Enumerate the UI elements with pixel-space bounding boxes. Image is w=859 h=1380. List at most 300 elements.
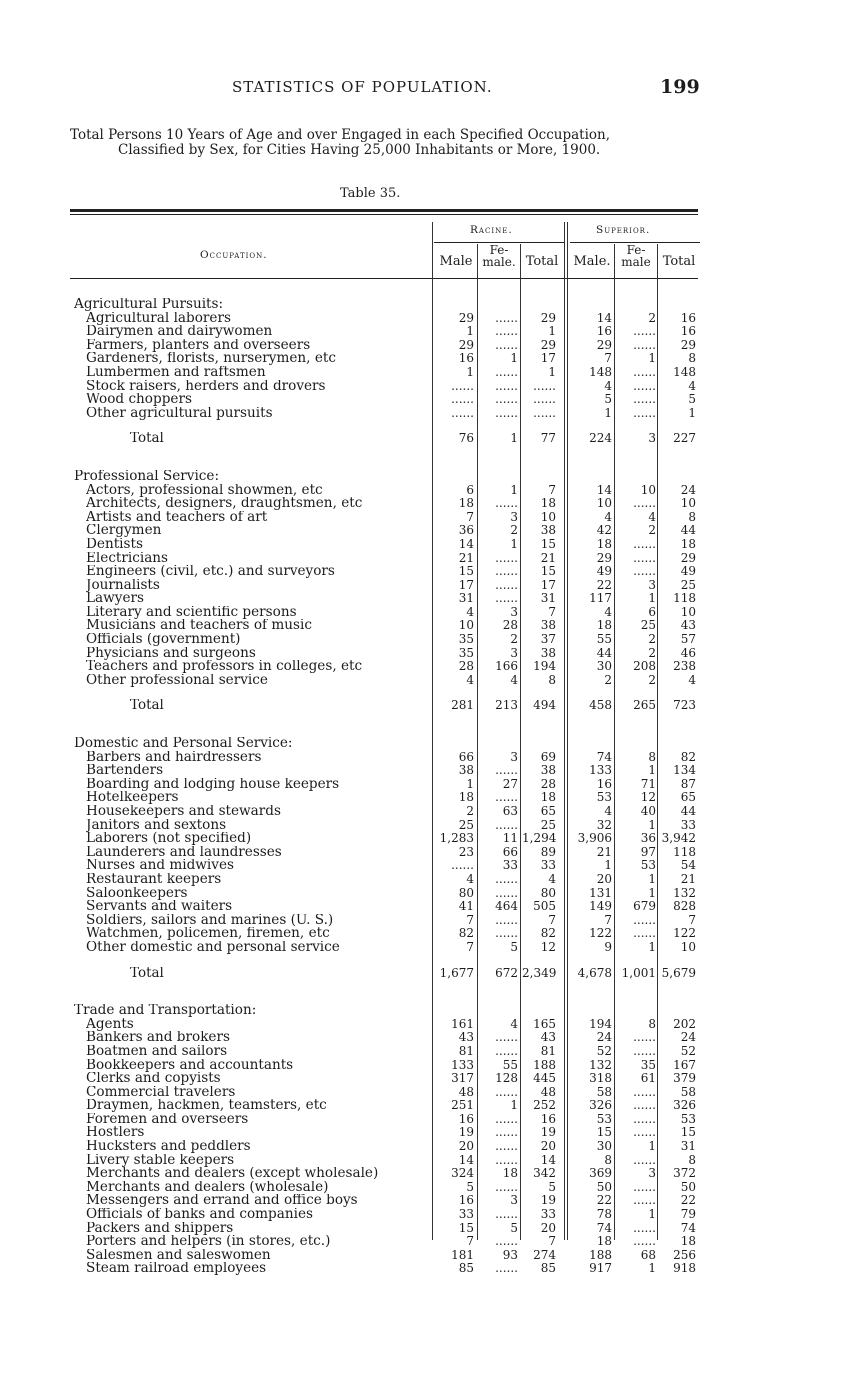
cell-superior-male: 10: [596, 496, 612, 511]
cell-racine-total: 8: [548, 672, 556, 687]
cell-racine-female: 166: [495, 659, 518, 674]
cell-racine-male: 4: [466, 672, 474, 687]
cell-racine-female: ......: [495, 1207, 518, 1222]
cell-racine-male: 14: [458, 536, 474, 551]
table-row: [0, 900, 859, 914]
cell-racine-total: 48: [540, 1084, 556, 1099]
table-row: [0, 1154, 859, 1168]
page-number: 199: [660, 76, 700, 98]
cell-superior-total: 372: [673, 1166, 696, 1181]
cell-superior-total: 326: [673, 1098, 696, 1113]
occupation-label: Soldiers, sailors and marines (U. S.): [86, 913, 334, 928]
occupation-label: Merchants and dealers (wholesale): [86, 1180, 329, 1195]
cell-racine-male: 7: [466, 939, 474, 954]
cell-racine-female: 3: [510, 1193, 518, 1208]
total-row: [0, 432, 859, 446]
cell-racine-female: 28: [502, 618, 518, 633]
cell-superior-female: 3: [648, 431, 656, 446]
occupation-label: Other agricultural pursuits: [86, 406, 273, 421]
table-row: [0, 1031, 859, 1045]
cell-superior-male: 53: [596, 1111, 612, 1126]
cell-racine-male: 35: [458, 632, 474, 647]
cell-racine-total: 10: [540, 509, 556, 524]
table-row: [0, 914, 859, 928]
cell-racine-total: ......: [533, 392, 556, 407]
cell-racine-male: 16: [458, 1111, 474, 1126]
racine-male-header: Male: [439, 254, 473, 269]
cell-superior-male: 131: [589, 885, 612, 900]
cell-superior-total: 15: [680, 1125, 696, 1140]
table-top-rule-thin: [70, 214, 698, 215]
cell-superior-female: 2: [648, 632, 656, 647]
cell-racine-male: 35: [458, 645, 474, 660]
table-row: [0, 1181, 859, 1195]
cell-superior-male: 29: [596, 337, 612, 352]
table-row: [0, 1249, 859, 1263]
occupation-label: Musicians and teachers of music: [86, 619, 312, 634]
cell-superior-female: 8: [648, 1016, 656, 1031]
cell-superior-female: ......: [633, 1098, 656, 1113]
cell-superior-female: 208: [633, 659, 656, 674]
cell-superior-total: 24: [680, 1030, 696, 1045]
cell-racine-male: 81: [458, 1043, 474, 1058]
cell-racine-male: 25: [458, 817, 474, 832]
cell-superior-male: 3,906: [577, 831, 612, 846]
cell-racine-male: 29: [458, 310, 474, 325]
cell-racine-total: 4: [548, 871, 556, 886]
cell-superior-female: 71: [640, 776, 656, 791]
cell-superior-total: 167: [673, 1057, 696, 1072]
cell-superior-total: 118: [673, 844, 696, 859]
cell-racine-male: 4: [466, 604, 474, 619]
cell-superior-male: 2: [604, 672, 612, 687]
table-row: [0, 552, 859, 566]
cell-superior-female: 1: [648, 1139, 656, 1154]
table-row: [0, 339, 859, 353]
occupation-label: Foremen and overseers: [86, 1112, 249, 1127]
table-row: [0, 606, 859, 620]
cell-racine-male: 15: [458, 564, 474, 579]
cell-superior-female: 53: [640, 858, 656, 873]
cell-superior-male: 1: [604, 858, 612, 873]
superior-female-header: Fe-male: [621, 243, 651, 269]
cell-racine-male: 18: [458, 790, 474, 805]
table-row: [0, 524, 859, 538]
cell-superior-male: 49: [596, 564, 612, 579]
section-heading-row: [0, 737, 859, 751]
cell-racine-male: 281: [451, 698, 474, 713]
occupation-label: Journalists: [86, 578, 160, 593]
cell-racine-female: 3: [510, 509, 518, 524]
occupation-label: Clerks and copyists: [86, 1072, 221, 1086]
cell-racine-female: ......: [495, 790, 518, 805]
racine-female-header: Fe-male.: [482, 243, 516, 269]
table-row: [0, 887, 859, 901]
cell-racine-female: ......: [495, 378, 518, 393]
cell-superior-total: 22: [680, 1193, 696, 1208]
cell-racine-total: ......: [533, 378, 556, 393]
cell-superior-male: 18: [596, 536, 612, 551]
cell-superior-total: 33: [680, 817, 696, 832]
cell-superior-total: 238: [673, 659, 696, 674]
cell-racine-total: 165: [533, 1016, 556, 1031]
table-row: [0, 674, 859, 688]
cell-superior-total: 122: [673, 926, 696, 941]
occupation-label: Packers and shippers: [86, 1221, 234, 1236]
cell-superior-male: 4,678: [577, 965, 612, 980]
occupation-label: Farmers, planters and overseers: [86, 338, 311, 353]
occupation-label: Wood choppers: [86, 393, 192, 407]
cell-superior-female: ......: [633, 536, 656, 551]
occupation-label: Porters and helpers (in stores, etc.): [86, 1235, 331, 1249]
superior-male-header: Male.: [573, 254, 611, 269]
cell-superior-male: 133: [589, 763, 612, 778]
cell-superior-male: 5: [604, 392, 612, 407]
cell-superior-total: 43: [680, 618, 696, 633]
cell-racine-total: 17: [540, 351, 556, 366]
cell-superior-total: 49: [680, 564, 696, 579]
cell-superior-male: 22: [596, 1193, 612, 1208]
occupation-label: Messengers and errand and office boys: [86, 1194, 358, 1209]
cell-superior-female: 2: [648, 645, 656, 660]
cell-superior-total: 202: [673, 1016, 696, 1031]
cell-racine-female: ......: [495, 364, 518, 379]
cell-racine-male: 1: [466, 324, 474, 339]
cell-superior-female: ......: [633, 1220, 656, 1235]
cell-racine-total: 20: [540, 1220, 556, 1235]
cell-racine-total: 69: [540, 749, 556, 764]
occupation-label: Janitors and sextons: [86, 818, 227, 833]
cell-superior-female: ......: [633, 1043, 656, 1058]
cell-racine-total: 28: [540, 776, 556, 791]
cell-superior-male: 122: [589, 926, 612, 941]
table-row: [0, 325, 859, 339]
cell-racine-male: 38: [458, 763, 474, 778]
cell-racine-female: ......: [495, 1030, 518, 1045]
cell-superior-total: 10: [680, 939, 696, 954]
cell-racine-female: 93: [502, 1247, 518, 1262]
cell-racine-total: 19: [540, 1125, 556, 1140]
cell-racine-total: 12: [540, 939, 556, 954]
cell-superior-total: 46: [680, 645, 696, 660]
cell-racine-female: 4: [510, 672, 518, 687]
cell-racine-female: 464: [495, 899, 518, 914]
occupation-label: Merchants and dealers (except wholesale): [86, 1167, 379, 1181]
cell-racine-total: 342: [533, 1166, 556, 1181]
cell-superior-male: 16: [596, 776, 612, 791]
cell-racine-female: ......: [495, 392, 518, 407]
cell-racine-total: 1: [548, 324, 556, 339]
occupation-label: Barbers and hairdressers: [86, 750, 262, 765]
section-heading: Professional Service:: [74, 469, 220, 484]
table-row: [0, 1059, 859, 1073]
table-top-rule: [70, 209, 698, 212]
cell-superior-female: 1: [648, 939, 656, 954]
cell-racine-male: 10: [458, 618, 474, 633]
cell-racine-total: 274: [533, 1247, 556, 1262]
cell-superior-female: 3: [648, 1166, 656, 1181]
cell-racine-female: ......: [495, 763, 518, 778]
cell-superior-male: 42: [596, 523, 612, 538]
cell-superior-total: 24: [680, 482, 696, 497]
cell-superior-total: 134: [673, 763, 696, 778]
cell-superior-male: 4: [604, 604, 612, 619]
cell-racine-total: 82: [540, 926, 556, 941]
occupation-label: Physicians and surgeons: [86, 646, 256, 661]
occupation-label: Agricultural laborers: [86, 311, 231, 326]
cell-superior-total: 54: [680, 858, 696, 873]
cell-superior-total: 21: [680, 871, 696, 886]
section-gap: [0, 458, 859, 470]
table-row: [0, 579, 859, 593]
cell-racine-male: 7: [466, 1234, 474, 1249]
occupation-label: Lawyers: [86, 592, 144, 606]
cell-racine-total: 15: [540, 564, 556, 579]
occupation-label: Stock raisers, herders and drovers: [86, 379, 326, 394]
occupation-label: Agents: [86, 1017, 134, 1032]
section-heading-row: [0, 470, 859, 484]
cell-racine-female: 27: [502, 776, 518, 791]
occupation-label: Commercial travelers: [86, 1085, 236, 1100]
cell-racine-male: 80: [458, 885, 474, 900]
cell-superior-male: 224: [589, 431, 612, 446]
cell-superior-total: 132: [673, 885, 696, 900]
cell-racine-female: ......: [495, 324, 518, 339]
table-body: [0, 298, 859, 1276]
cell-racine-female: ......: [495, 405, 518, 420]
cell-racine-female: 2: [510, 632, 518, 647]
cell-racine-female: ......: [495, 337, 518, 352]
table-row: [0, 393, 859, 407]
cell-superior-total: 65: [680, 790, 696, 805]
cell-superior-total: 16: [680, 324, 696, 339]
occupation-label: Restaurant keepers: [86, 872, 222, 887]
cell-superior-total: 44: [680, 523, 696, 538]
table-row: [0, 927, 859, 941]
occupation-column-header: Occupation.: [200, 249, 268, 261]
section-heading-row: [0, 298, 859, 312]
table-row: [0, 1126, 859, 1140]
table-row: [0, 484, 859, 498]
cell-superior-male: 53: [596, 790, 612, 805]
cell-superior-female: 1: [648, 351, 656, 366]
total-gap: [0, 713, 859, 725]
cell-racine-total: 81: [540, 1043, 556, 1058]
cell-superior-male: 16: [596, 324, 612, 339]
cell-superior-total: 18: [680, 1234, 696, 1249]
cell-racine-male: ......: [451, 378, 474, 393]
cell-racine-female: 3: [510, 749, 518, 764]
cell-racine-female: ......: [495, 926, 518, 941]
cell-racine-total: 29: [540, 337, 556, 352]
occupation-label: Electricians: [86, 551, 169, 566]
cell-superior-total: 256: [673, 1247, 696, 1262]
occupation-label: Laborers (not specified): [86, 832, 252, 846]
cell-superior-total: 50: [680, 1179, 696, 1194]
cell-superior-male: 74: [596, 749, 612, 764]
occupation-label: Salesmen and saleswomen: [86, 1248, 271, 1263]
occupation-label: Launderers and laundresses: [86, 845, 282, 860]
cell-racine-total: 33: [540, 1207, 556, 1222]
running-head: STATISTICS OF POPULATION.: [232, 78, 493, 96]
cell-superior-female: 40: [640, 804, 656, 818]
cell-superior-total: 87: [680, 776, 696, 791]
table-row: [0, 1235, 859, 1249]
cell-racine-female: 1: [510, 482, 518, 497]
table-row: [0, 1262, 859, 1276]
section-heading: Trade and Transportation:: [74, 1004, 257, 1018]
cell-racine-female: 1: [510, 536, 518, 551]
cell-superior-total: 53: [680, 1111, 696, 1126]
cell-racine-total: 80: [540, 885, 556, 900]
cell-superior-female: ......: [633, 1030, 656, 1045]
header-bottom-rule: [70, 278, 698, 279]
cell-racine-male: 317: [451, 1071, 474, 1086]
cell-racine-female: 213: [495, 698, 518, 713]
occupation-label: Bankers and brokers: [86, 1031, 230, 1045]
cell-racine-total: 33: [540, 858, 556, 873]
cell-racine-male: 18: [458, 496, 474, 511]
table-row: [0, 407, 859, 421]
cell-superior-male: 55: [596, 632, 612, 647]
cell-superior-female: 2: [648, 523, 656, 538]
cell-racine-male: 21: [458, 550, 474, 565]
superior-header: Superior.: [596, 224, 651, 236]
cell-racine-female: 66: [502, 844, 518, 859]
cell-racine-total: 188: [533, 1057, 556, 1072]
cell-superior-male: 194: [589, 1016, 612, 1031]
occupation-label: Total: [130, 966, 164, 981]
table-row: [0, 941, 859, 955]
cell-racine-total: 18: [540, 790, 556, 805]
occupation-label: Bartenders: [86, 764, 164, 778]
table-row: [0, 592, 859, 606]
cell-racine-total: 77: [540, 431, 556, 446]
cell-racine-total: 18: [540, 496, 556, 511]
table-row: [0, 1099, 859, 1113]
cell-superior-female: 3: [648, 577, 656, 592]
table-row: [0, 1167, 859, 1181]
cell-superior-male: 369: [589, 1166, 612, 1181]
cell-superior-total: 25: [680, 577, 696, 592]
cell-superior-total: 4: [688, 378, 696, 393]
cell-superior-female: ......: [633, 405, 656, 420]
cell-superior-male: 149: [589, 899, 612, 914]
cell-superior-total: 148: [673, 364, 696, 379]
cell-superior-female: 4: [648, 509, 656, 524]
cell-racine-total: 1: [548, 364, 556, 379]
cell-racine-male: 33: [458, 1207, 474, 1222]
occupation-label: Boarding and lodging house keepers: [86, 777, 340, 792]
table-row: [0, 1140, 859, 1154]
cell-racine-total: 38: [540, 763, 556, 778]
table-row: [0, 497, 859, 511]
table-row: [0, 1018, 859, 1032]
cell-racine-female: 1: [510, 1098, 518, 1113]
occupation-label: Total: [130, 432, 164, 446]
cell-superior-male: 117: [589, 591, 612, 606]
cell-superior-female: 8: [648, 749, 656, 764]
cell-racine-female: ......: [495, 912, 518, 927]
cell-superior-female: ......: [633, 496, 656, 511]
cell-racine-male: 1,677: [439, 965, 474, 980]
cell-racine-female: ......: [495, 550, 518, 565]
cell-racine-male: 1,283: [439, 831, 474, 846]
cell-racine-male: 16: [458, 351, 474, 366]
cell-superior-total: 52: [680, 1043, 696, 1058]
cell-racine-male: 28: [458, 659, 474, 674]
cell-superior-female: ......: [633, 1234, 656, 1249]
cell-superior-female: 2: [648, 310, 656, 325]
cell-racine-total: 505: [533, 899, 556, 914]
occupation-label: Housekeepers and stewards: [86, 805, 281, 819]
cell-racine-female: ......: [495, 1234, 518, 1249]
cell-racine-total: 7: [548, 912, 556, 927]
cell-racine-female: ......: [495, 1179, 518, 1194]
cell-racine-male: 19: [458, 1125, 474, 1140]
table-caption: [70, 128, 710, 158]
cell-superior-female: ......: [633, 1193, 656, 1208]
cell-racine-male: 17: [458, 577, 474, 592]
cell-superior-female: ......: [633, 1152, 656, 1167]
table-row: [0, 1113, 859, 1127]
cell-racine-female: 3: [510, 645, 518, 660]
table-row: [0, 660, 859, 674]
cell-racine-female: 5: [510, 939, 518, 954]
cell-superior-female: ......: [633, 324, 656, 339]
cell-superior-total: 58: [680, 1084, 696, 1099]
cell-superior-total: 227: [673, 431, 696, 446]
cell-superior-total: 3,942: [661, 831, 696, 846]
cell-superior-female: ......: [633, 1111, 656, 1126]
section-gap: [0, 725, 859, 737]
table-row: [0, 1086, 859, 1100]
cell-racine-male: 15: [458, 1220, 474, 1235]
cell-racine-total: 7: [548, 1234, 556, 1249]
cell-racine-female: 2: [510, 523, 518, 538]
table-row: [0, 751, 859, 765]
cell-superior-total: 8: [688, 1152, 696, 1167]
cell-superior-male: 50: [596, 1179, 612, 1194]
cell-racine-female: ......: [495, 564, 518, 579]
occupation-label: Steam railroad employees: [86, 1262, 267, 1276]
occupation-label: Other domestic and personal service: [86, 940, 340, 955]
cell-racine-female: ......: [495, 885, 518, 900]
cell-superior-female: 10: [640, 482, 656, 497]
cell-racine-female: 63: [502, 804, 518, 818]
cell-superior-male: 917: [589, 1261, 612, 1276]
cell-superior-female: ......: [633, 1179, 656, 1194]
cell-superior-male: 4: [604, 509, 612, 524]
cell-superior-female: 6: [648, 604, 656, 619]
cell-superior-male: 15: [596, 1125, 612, 1140]
cell-racine-female: ......: [495, 1152, 518, 1167]
cell-racine-total: 89: [540, 844, 556, 859]
table-row: [0, 764, 859, 778]
cell-superior-male: 29: [596, 550, 612, 565]
cell-superior-male: 14: [596, 482, 612, 497]
cell-superior-total: 8: [688, 509, 696, 524]
cell-superior-total: 118: [673, 591, 696, 606]
cell-racine-male: 2: [466, 804, 474, 818]
cell-superior-male: 9: [604, 939, 612, 954]
occupation-label: Livery stable keepers: [86, 1153, 235, 1168]
cell-racine-male: 23: [458, 844, 474, 859]
cell-racine-male: 36: [458, 523, 474, 538]
cell-superior-total: 29: [680, 550, 696, 565]
cell-racine-total: 21: [540, 550, 556, 565]
cell-racine-male: 1: [466, 364, 474, 379]
